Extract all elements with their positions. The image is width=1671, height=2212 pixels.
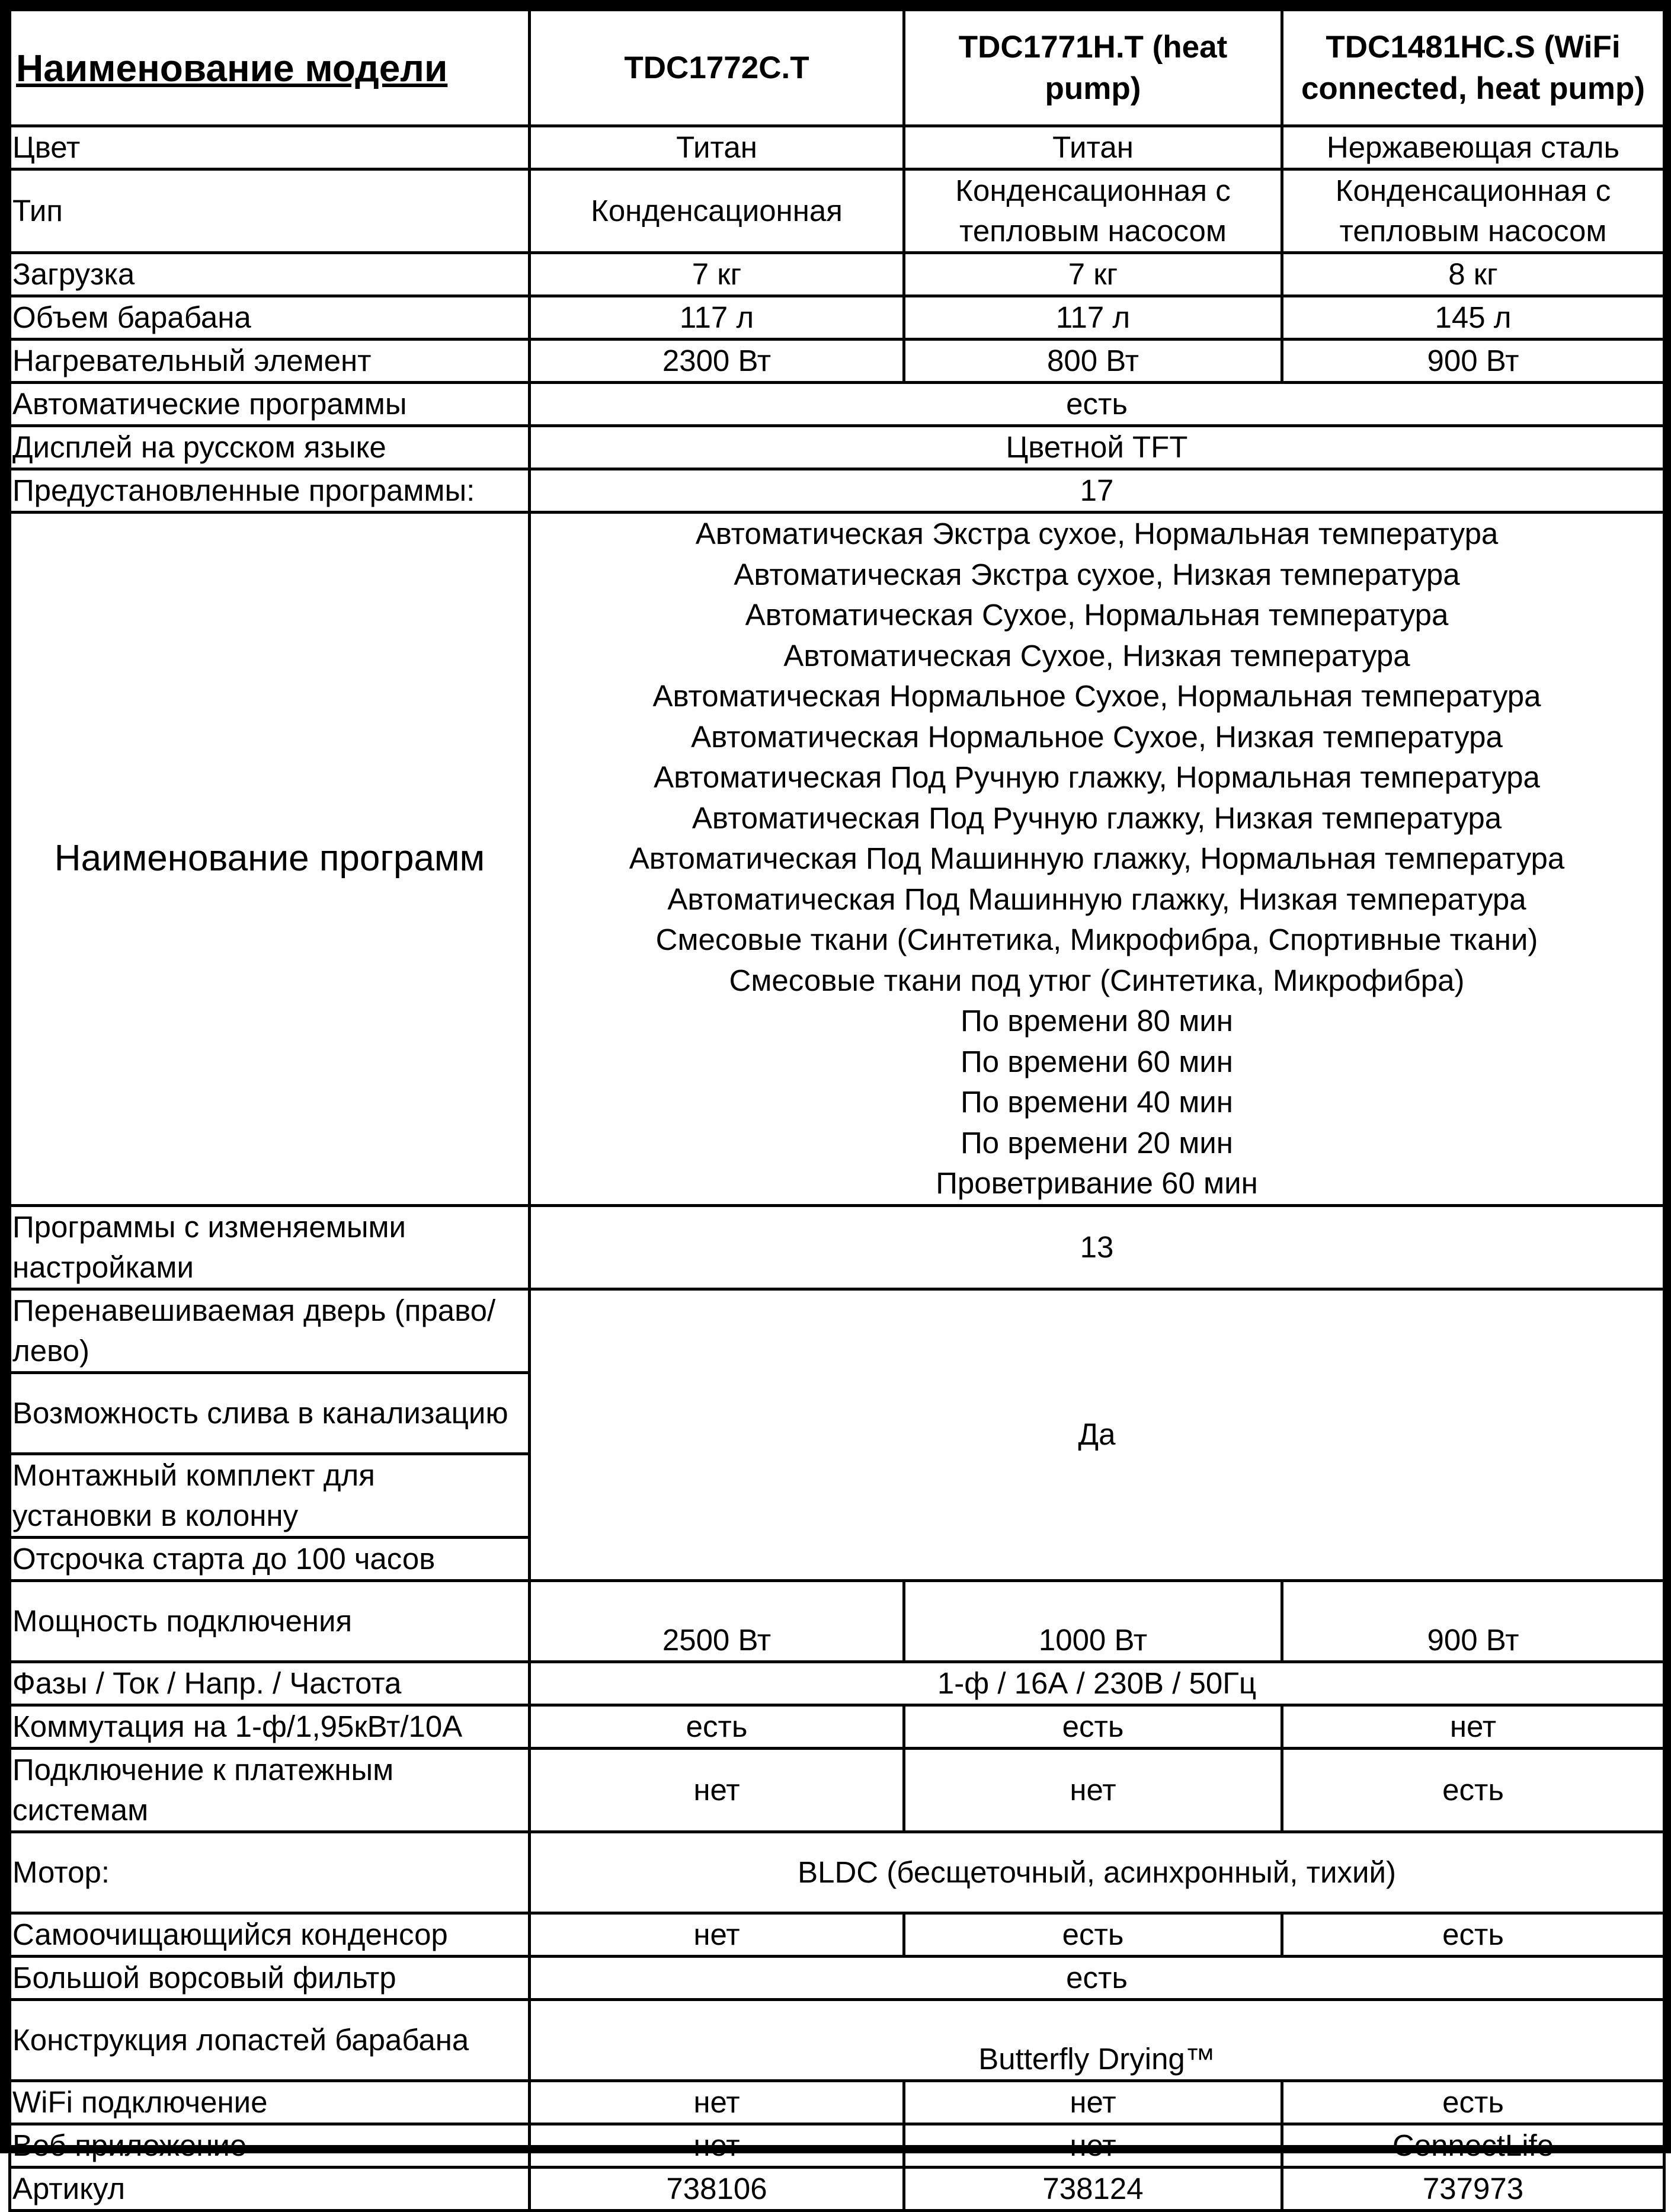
cell-value: Нержавеющая сталь bbox=[1282, 126, 1664, 169]
cell-value: 800 Вт bbox=[904, 340, 1282, 383]
program-list bbox=[530, 513, 1664, 1206]
program-item: Автоматическая Сухое, Низкая температура bbox=[783, 638, 1410, 673]
program-item: По времени 20 мин bbox=[961, 1125, 1233, 1160]
row-label: Тип bbox=[10, 169, 530, 253]
cell-value: 738106 bbox=[530, 2167, 904, 2210]
cell-value: 145 л bbox=[1282, 296, 1664, 340]
cell-value: есть bbox=[530, 383, 1664, 426]
row-auto-programs bbox=[10, 383, 1664, 426]
model-title: Наименование модели bbox=[10, 10, 530, 126]
cell-value: 7 кг bbox=[904, 253, 1282, 296]
row-drum-volume bbox=[10, 296, 1664, 340]
row-label: Большой ворсовый фильтр bbox=[10, 1956, 530, 1999]
program-item: Автоматическая Под Машинную глажку, Нормальная температура bbox=[629, 841, 1565, 875]
model-name-3: TDC1481HC.S (WiFi connected, heat pump) bbox=[1282, 10, 1664, 126]
cell-value: BLDC (бесщеточный, асинхронный, тихий) bbox=[530, 1832, 1664, 1913]
cell-value: Конденсационная bbox=[530, 169, 904, 253]
row-wifi bbox=[10, 2080, 1664, 2124]
row-label: Отсрочка старта до 100 часов bbox=[10, 1537, 530, 1580]
row-label: WiFi подключение bbox=[10, 2080, 530, 2124]
row-label: Перенавешиваемая дверь (право/лево) bbox=[10, 1289, 530, 1372]
cell-value: нет bbox=[904, 2080, 1282, 2124]
cell-value: нет bbox=[530, 1748, 904, 1832]
row-reversible-door bbox=[10, 1289, 1664, 1372]
cell-value: 13 bbox=[530, 1205, 1664, 1289]
cell-value: 738124 bbox=[904, 2167, 1282, 2210]
row-payment-systems bbox=[10, 1748, 1664, 1832]
row-motor bbox=[10, 1832, 1664, 1913]
cell-value: нет bbox=[1282, 1705, 1664, 1748]
cell-value: есть bbox=[530, 1956, 1664, 1999]
row-article bbox=[10, 2167, 1664, 2210]
program-item: По времени 80 мин bbox=[961, 1004, 1233, 1038]
row-label: Самоочищающийся конденсор bbox=[10, 1913, 530, 1956]
row-drum-paddles bbox=[10, 1999, 1664, 2080]
row-label: Автоматические программы bbox=[10, 383, 530, 426]
row-label: Объем барабана bbox=[10, 296, 530, 340]
cell-value: есть bbox=[1282, 2080, 1664, 2124]
row-switching bbox=[10, 1705, 1664, 1748]
cell-value: 117 л bbox=[904, 296, 1282, 340]
row-load bbox=[10, 253, 1664, 296]
cell-value: нет bbox=[530, 2124, 904, 2167]
program-item: Автоматическая Под Ручную глажку, Нормальная температура bbox=[654, 760, 1540, 794]
cell-value: Титан bbox=[904, 126, 1282, 169]
cell-value: 2500 Вт bbox=[530, 1580, 904, 1662]
row-heater bbox=[10, 340, 1664, 383]
row-label: Наименование программ bbox=[10, 513, 530, 1206]
cell-value: 7 кг bbox=[530, 253, 904, 296]
cell-value: есть bbox=[1282, 1748, 1664, 1832]
row-label: Предустановленные программы: bbox=[10, 469, 530, 513]
row-label: Монтажный комплект для установки в колонну bbox=[10, 1454, 530, 1537]
cell-value: Цветной TFT bbox=[530, 426, 1664, 469]
row-adjustable-programs bbox=[10, 1205, 1664, 1289]
row-label: Подключение к платежным системам bbox=[10, 1748, 530, 1832]
row-web-app bbox=[10, 2124, 1664, 2167]
spec-table bbox=[8, 8, 1666, 2212]
row-label: Веб приложение bbox=[10, 2124, 530, 2167]
program-item: По времени 40 мин bbox=[961, 1085, 1233, 1119]
row-connection-power bbox=[10, 1580, 1664, 1662]
cell-value: 17 bbox=[530, 469, 1664, 513]
cell-value: нет bbox=[904, 1748, 1282, 1832]
cell-value: 8 кг bbox=[1282, 253, 1664, 296]
merged-yes-cell: Да bbox=[530, 1289, 1664, 1580]
cell-value: нет bbox=[904, 2124, 1282, 2167]
row-label: Мотор: bbox=[10, 1832, 530, 1913]
row-label: Коммутация на 1-ф/1,95кВт/10А bbox=[10, 1705, 530, 1748]
row-label: Дисплей на русском языке bbox=[10, 426, 530, 469]
program-item: Автоматическая Под Машинную глажку, Низкая температура bbox=[667, 882, 1526, 916]
row-label: Загрузка bbox=[10, 253, 530, 296]
program-item: Автоматическая Сухое, Нормальная температура bbox=[745, 598, 1449, 632]
row-phases bbox=[10, 1662, 1664, 1705]
program-item: Автоматическая Нормальное Сухое, Нормальная температура bbox=[652, 679, 1541, 713]
row-color bbox=[10, 126, 1664, 169]
cell-value: есть bbox=[904, 1913, 1282, 1956]
row-label: Программы с изменяемыми настройками bbox=[10, 1205, 530, 1289]
row-label: Фазы / Ток / Напр. / Частота bbox=[10, 1662, 530, 1705]
cell-value: 117 л bbox=[530, 296, 904, 340]
row-label: Артикул bbox=[10, 2167, 530, 2210]
model-name-2: TDC1771H.T (heat pump) bbox=[904, 10, 1282, 126]
program-item: Автоматическая Под Ручную глажку, Низкая температура bbox=[692, 801, 1502, 835]
cell-value: есть bbox=[530, 1705, 904, 1748]
row-label: Конструкция лопастей барабана bbox=[10, 1999, 530, 2080]
row-preset-programs bbox=[10, 469, 1664, 513]
row-program-names bbox=[10, 513, 1664, 1206]
cell-value: Butterfly Drying™ bbox=[530, 1999, 1664, 2080]
cell-value: 900 Вт bbox=[1282, 340, 1664, 383]
cell-value: Конденсационная с тепловым насосом bbox=[904, 169, 1282, 253]
program-item: Проветривание 60 мин bbox=[936, 1166, 1258, 1200]
program-item: Автоматическая Нормальное Сухое, Низкая температура bbox=[691, 719, 1503, 754]
cell-value: 1000 Вт bbox=[904, 1580, 1282, 1662]
cell-value: 900 Вт bbox=[1282, 1580, 1664, 1662]
program-item: По времени 60 мин bbox=[961, 1044, 1233, 1078]
row-label: Нагревательный элемент bbox=[10, 340, 530, 383]
row-label: Цвет bbox=[10, 126, 530, 169]
model-name-1: TDC1772C.T bbox=[530, 10, 904, 126]
row-self-cleaning bbox=[10, 1913, 1664, 1956]
row-label: Возможность слива в канализацию bbox=[10, 1372, 530, 1454]
cell-value: есть bbox=[904, 1705, 1282, 1748]
program-item: Смесовые ткани (Синтетика, Микрофибра, Спортивные ткани) bbox=[655, 923, 1538, 956]
row-type bbox=[10, 169, 1664, 253]
program-item: Смесовые ткани под утюг (Синтетика, Микрофибра) bbox=[729, 963, 1465, 997]
cell-value: Конденсационная с тепловым насосом bbox=[1282, 169, 1664, 253]
cell-value: есть bbox=[1282, 1913, 1664, 1956]
program-item: Автоматическая Экстра сухое, Низкая температура bbox=[734, 557, 1460, 591]
cell-value: Титан bbox=[530, 126, 904, 169]
row-display bbox=[10, 426, 1664, 469]
cell-value: 737973 bbox=[1282, 2167, 1664, 2210]
cell-value: нет bbox=[530, 1913, 904, 1956]
cell-value: ConnectLife bbox=[1282, 2124, 1664, 2167]
row-label: Мощность подключения bbox=[10, 1580, 530, 1662]
header-row bbox=[10, 10, 1664, 126]
program-item: Автоматическая Экстра сухое, Нормальная температура bbox=[695, 517, 1499, 550]
row-lint-filter bbox=[10, 1956, 1664, 1999]
cell-value: 2300 Вт bbox=[530, 340, 904, 383]
cell-value: 1-ф / 16А / 230В / 50Гц bbox=[530, 1662, 1664, 1705]
cell-value: нет bbox=[530, 2080, 904, 2124]
